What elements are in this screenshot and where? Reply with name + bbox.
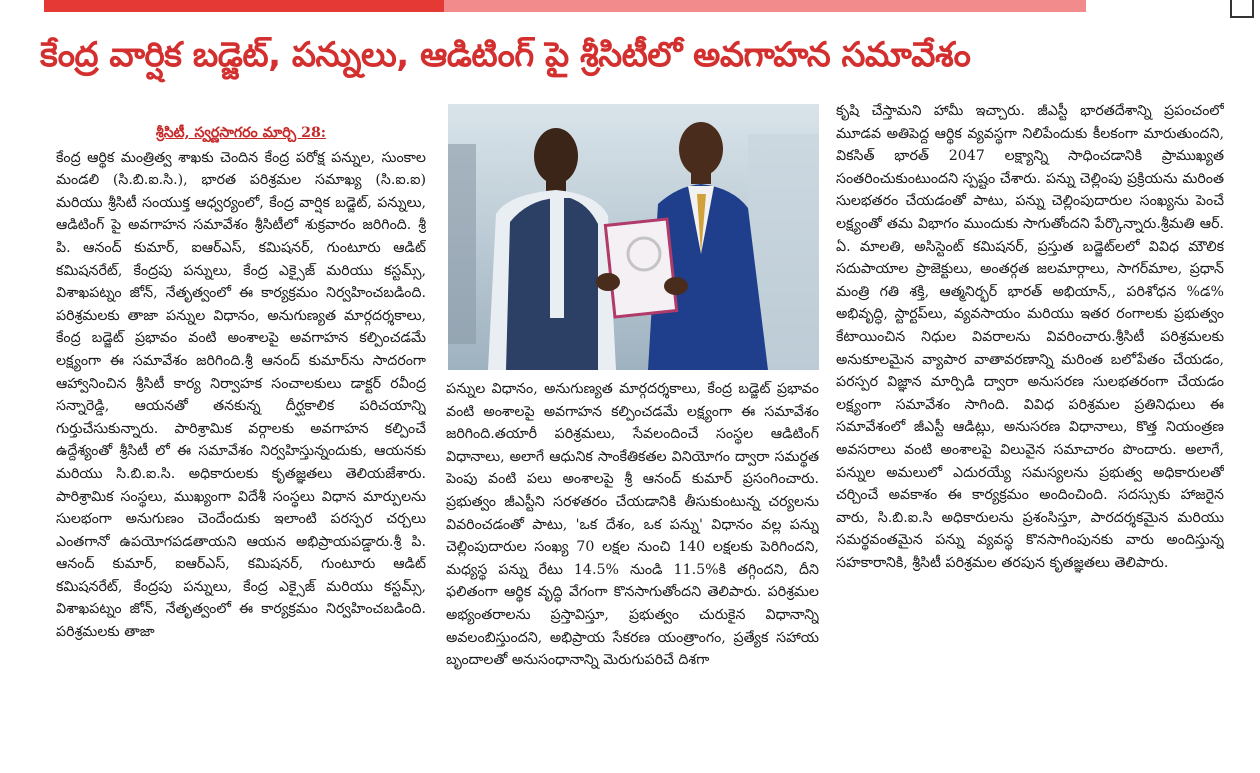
article-column-3: [836, 100, 1224, 750]
header-bar-dark-segment: [44, 0, 444, 12]
column-1-text: కేంద్ర ఆర్థిక మంత్రిత్వ శాఖకు చెందిన కేంద్ర పరోక్ష పన్నుల, సుంకాల మండలి (సి.బి.ఐ.సి.), భారత పరిశ్రమల సమాఖ్య (సి.ఐ.ఐ) మరియు శ్రీసిటీ సంయుక్త ఆధ్వర్యంలో, కేంద్ర వార్షిక బడ్జెట్, పన్నులు, ఆడిటింగ్ పై అవగాహన సమావేశం శ్రీసిటీలో శుక్రవారం జరిగింది. శ్రీ పి. ఆనంద్ కుమార్, ఐఆర్ఎస్, కమిషనర్, గుంటూరు ఆడిట్ కమిషనరేట్, కేంద్రపు పన్నులు, కేంద్ర ఎక్సైజ్ మరియు కస్టమ్స్, విశాఖపట్నం జోన్, నేతృత్వంలో ఈ కార్యక్రమం నిర్వహించబడింది. పరిశ్రమలకు తాజా పన్నుల విధానం, అనుగుణ్యత మార్గదర్శకాలు, కేంద్ర బడ్జెట్ ప్రభావం వంటి అంశాలపై అవగాహన కల్పించడమే లక్ష్యంగా ఈ సమావేశం జరిగింది.శ్రీ ఆనంద్ కుమార్‌ను సాదరంగా ఆహ్వానించిన శ్రీసిటీ కార్య నిర్వాహక సంచాలకులు డాక్టర్ రవీంద్ర సన్నారెడ్డి, ఆయనతో తనకున్న దీర్ఘకాలిక పరిచయాన్ని గుర్తుచేసుకున్నారు. పారిశ్రామిక వర్గాలకు అవగాహన కల్పించే ఉద్దేశ్యంతో శ్రీసిటీ లో ఈ సమావేశం నిర్వహిస్తున్నందుకు, ఆయనకు మరియు సి.బి.ఐ.సి. అధికారులకు కృతజ్ఞతలు తెలియజేశారు. పారిశ్రామిక సంస్థలు, ముఖ్యంగా విదేశీ సంస్థలు విధాన మార్పులను సులభంగా అనుగుణం చెందేందుకు ఇలాంటి పరస్పర చర్చలు ఎంతగానో ఉపయోగపడతాయని ఆయన అభిప్రాయపడ్డారు.శ్రీ పి. ఆనంద్ కుమార్, ఐఆర్ఎస్, కమిషనర్, గుంటూరు ఆడిట్ కమిషనరేట్, కేంద్రపు పన్నులు, కేంద్ర ఎక్సైజ్ మరియు కస్టమ్స్, విశాఖపట్నం జోన్, నేతృత్వంలో ఈ కార్యక్రమం నిర్వహించబడింది. పరిశ్రమలకు తాజా: [56, 149, 426, 641]
column-2-text: పన్నుల విధానం, అనుగుణ్యత మార్గదర్శకాలు, కేంద్ర బడ్జెట్ ప్రభావం వంటి అంశాలపై అవగాహన కల్పించడమే లక్ష్యంగా ఈ సమావేశం జరిగింది.తయారీ పరిశ్రమలు, సేవలందించే సంస్థల ఆడిటింగ్ విధానాలు, అలాగే ఆధునిక సాంకేతికతల వినియోగం ద్వారా సమర్థత పెంపు వంటి పలు అంశాలపై శ్రీ ఆనంద్ కుమార్ ప్రసంగించారు. ప్రభుత్వం జీఎస్టీని సరళతరం చేయడానికి తీసుకుంటున్న చర్యలను వివరించడంతో పాటు, 'ఒక దేశం, ఒక పన్ను' విధానం వల్ల పన్ను చెల్లింపుదారుల సంఖ్య 70 లక్షల నుంచి 140 లక్షలకు పెరిగిందని, మధ్యస్థ పన్ను రేటు 14.5% నుండి 11.5%కి తగ్గిందని, దీని ఫలితంగా ఆర్థిక వృద్ధి వేగంగా కొనసాగుతోందని తెలిపారు. పరిశ్రమల అభ్యంతరాలను ప్రస్తావిస్తూ, ప్రభుత్వం చురుకైన విధానాన్ని అవలంబిస్తుందని, అభిప్రాయ సేకరణ యంత్రాంగం, ప్రత్యేక సహాయ బృందాలతో అనుసంధానాన్ని మెరుగుపరిచే దిశగా: [446, 381, 819, 669]
article-dateline: శ్రీసిటీ, స్వర్ణసాగరం మార్చి 28:: [155, 125, 327, 141]
header-bar-light-segment: [444, 0, 1086, 12]
article-column-2: [446, 378, 819, 762]
article-photo: [448, 104, 819, 370]
header-color-bar: [44, 0, 1086, 12]
column-3-text: కృషి చేస్తామని హామీ ఇచ్చారు. జీఎస్టీ భారతదేశాన్ని ప్రపంచంలో మూడవ అతిపెద్ద ఆర్థిక వ్యవస్థగా నిలిపేందుకు కీలకంగా మారుతుందని, వికసిత్ భారత్ 2047 లక్ష్యాన్ని సాధించడానికి ప్రాముఖ్యత సంతరించుకుంటుందని స్పష్టం చేశారు. పన్ను చెల్లింపు ప్రక్రియను మరింత సులభతరం చేయడంతో పాటు, పన్ను చెల్లింపుదారుల సంఖ్యను పెంచే లక్ష్యంతో తమ విభాగం ముందుకు సాగుతోందని పేర్కొన్నారు.శ్రీమతి ఆర్. ఏ. మాలతి, అసిస్టెంట్ కమిషనర్, ప్రస్తుత బడ్జెట్‌లలో వివిధ మౌలిక సదుపాయాల ప్రాజెక్టులు, అంతర్గత జలమార్గాలు, సాగర్‌మాల, ప్రధాన్ మంత్రి గతి శక్తి, ఆత్మనిర్భర్ భారత్ అభియాన్,, పరిశోధన %డ% అభివృద్ధి, స్టార్టప్‌లు, వ్యవసాయం మరియు ఇతర రంగాలకు ప్రభుత్వం కేటాయించిన నిధుల వివరాలను వివరించారు.శ్రీసిటీ పరిశ్రమలకు అనుకూలమైన వ్యాపార వాతావరణాన్ని మరింత బలోపేతం చేయడం, పరస్పర విజ్ఞాన మార్పిడి ద్వారా అనుసరణ సులభతరంగా చేయడం లక్ష్యంగా సమావేశం సాగింది. వివిధ పరిశ్రమల ప్రతినిధులు ఈ సమావేశంలో జీఎస్టీ ఆడిట్లు, అనుసరణ విధానాలు, కొత్త నియంత్రణ అవసరాలు వంటి అంశాలపై విలువైన సమాచారం పొందారు. అలాగే, పన్నుల అమలులో ఎదురయ్యే సమస్యలను ప్రభుత్వ అధికారులతో చర్చించే అవకాశం ఈ కార్యక్రమం అందించింది. సదస్సుకు హాజరైన వారు, సి.బి.ఐ.సి అధికారులను ప్రశంసిస్తూ, పారదర్శకమైన మరియు సమర్థవంతమైన పన్ను వ్యవస్థ కొనసాగింపునకు వారు అందిస్తున్న సహకారానికి, శ్రీసిటీ పరిశ్రమల తరపున కృతజ్ఞతలు తెలిపారు.: [836, 103, 1224, 571]
article-headline: కేంద్ర వార్షిక బడ్జెట్, పన్నులు, ఆడిటింగ్ పై శ్రీసిటీలో అవగాహన సమావేశం: [40, 35, 971, 75]
photo-image-icon: [448, 104, 819, 370]
corner-frame: [1230, 0, 1254, 18]
article-column-1: [56, 122, 426, 762]
